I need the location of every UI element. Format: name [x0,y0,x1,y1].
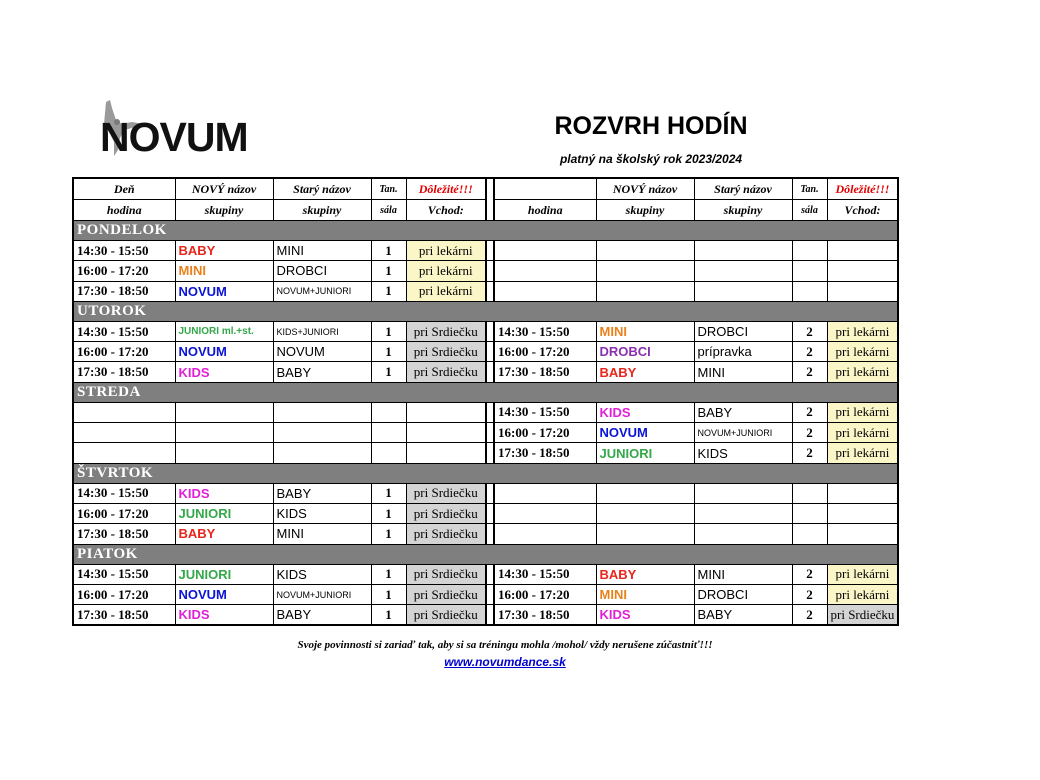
new-group-name: KIDS [175,362,273,382]
hall-number: 2 [792,342,827,362]
header-hall: sála [371,200,406,221]
empty-cell [596,483,694,503]
empty-cell [73,443,175,463]
old-group-name: KIDS [273,503,371,523]
schedule-row [73,362,898,382]
hall-number: 2 [792,423,827,443]
page-subtitle: platný na školský rok 2023/2024 [559,152,743,166]
old-group-name: BABY [273,483,371,503]
header-hour: hodina [73,200,175,221]
entrance-cell: pri lekárni [406,241,486,261]
page-title: ROZVRH HODÍN [554,112,748,140]
schedule-row [73,584,898,604]
new-group-name: KIDS [175,483,273,503]
old-group-name: BABY [273,362,371,382]
hall-number: 1 [371,241,406,261]
old-group-name: NOVUM+JUNIORI [273,281,371,301]
entrance-cell: pri lekárni [406,261,486,281]
schedule-row [73,503,898,523]
header-entrance: Vchod: [406,200,486,221]
hall-number: 1 [371,605,406,626]
empty-cell [827,524,898,544]
hall-number: 1 [371,524,406,544]
day-name: UTOROK [73,301,898,321]
empty-cell [273,443,371,463]
schedule-row [73,564,898,584]
new-group-name: KIDS [596,605,694,626]
hall-number: 1 [371,564,406,584]
schedule-row [73,483,898,503]
footer-note: Svoje povinnosti si zariaď tak, aby si sa tréningu mohla /mohol/ vždy nerušene zúčastniť!!! [297,639,713,651]
schedule-row [73,524,898,544]
schedule-row [73,241,898,261]
new-group-name: MINI [596,321,694,341]
hall-number: 1 [371,261,406,281]
column-gap [486,281,494,301]
schedule-row [73,342,898,362]
schedule-row [73,261,898,281]
empty-cell [792,503,827,523]
empty-cell [694,483,792,503]
new-group-name: JUNIORI [596,443,694,463]
new-group-name: KIDS [175,605,273,626]
old-group-name: BABY [694,605,792,626]
old-group-name: DROBCI [273,261,371,281]
column-gap [486,241,494,261]
entrance-cell: pri lekárni [827,362,898,382]
empty-cell [73,423,175,443]
empty-cell [827,503,898,523]
header-new-name: NOVÝ názov [175,178,273,200]
new-group-name: BABY [175,524,273,544]
time-cell: 17:30 - 18:50 [73,362,175,382]
new-group-name: NOVUM [175,281,273,301]
empty-cell [273,402,371,422]
time-cell: 17:30 - 18:50 [494,362,596,382]
old-group-name: MINI [273,241,371,261]
empty-cell [694,241,792,261]
time-cell: 14:30 - 15:50 [494,564,596,584]
empty-cell [494,241,596,261]
hall-number: 1 [371,321,406,341]
new-group-name: NOVUM [596,423,694,443]
day-name: ŠTVRTOK [73,463,898,483]
header-tan: Tan. [371,178,406,200]
new-group-name: BABY [596,564,694,584]
hall-number: 1 [371,483,406,503]
schedule-row [73,443,898,463]
entrance-cell: pri Srdiečku [406,503,486,523]
column-gap [486,443,494,463]
header-old-name-right: Starý názov [694,178,792,200]
entrance-cell: pri lekárni [827,402,898,422]
header-entrance-right: Vchod: [827,200,898,221]
header-important-right: Dôležité!!! [827,178,898,200]
old-group-name: prípravka [694,342,792,362]
empty-cell [792,241,827,261]
empty-cell [694,281,792,301]
old-group-name: MINI [694,564,792,584]
entrance-cell: pri lekárni [827,321,898,341]
old-group-name: KIDS [273,564,371,584]
column-gap [486,342,494,362]
time-cell: 16:00 - 17:20 [494,342,596,362]
empty-cell [73,402,175,422]
entrance-cell: pri Srdiečku [406,362,486,382]
hall-number: 1 [371,362,406,382]
column-gap [486,483,494,503]
header-groups: skupiny [175,200,273,221]
header-day-right [494,178,596,200]
hall-number: 2 [792,362,827,382]
new-group-name: KIDS [596,402,694,422]
time-cell: 17:30 - 18:50 [73,605,175,626]
hall-number: 1 [371,503,406,523]
header-groups-old-right: skupiny [694,200,792,221]
empty-cell [406,423,486,443]
new-group-name: MINI [596,584,694,604]
schedule-row [73,423,898,443]
old-group-name: KIDS+JUNIORI [273,321,371,341]
header-row-2 [73,200,898,221]
new-group-name: DROBCI [596,342,694,362]
hall-number: 2 [792,402,827,422]
empty-cell [596,261,694,281]
entrance-cell: pri Srdiečku [827,605,898,626]
empty-cell [494,261,596,281]
old-group-name: NOVUM+JUNIORI [273,584,371,604]
day-name: STREDA [73,382,898,402]
time-cell: 17:30 - 18:50 [494,605,596,626]
old-group-name: BABY [273,605,371,626]
empty-cell [596,281,694,301]
time-cell: 17:30 - 18:50 [494,443,596,463]
empty-cell [596,503,694,523]
hall-number: 2 [792,321,827,341]
time-cell: 14:30 - 15:50 [73,321,175,341]
schedule-row [73,281,898,301]
old-group-name: NOVUM+JUNIORI [694,423,792,443]
hall-number: 2 [792,564,827,584]
empty-cell [406,443,486,463]
empty-cell [827,483,898,503]
old-group-name: MINI [273,524,371,544]
time-cell: 14:30 - 15:50 [494,402,596,422]
logo-text: NOVUM [100,114,248,160]
schedule-row [73,402,898,422]
entrance-cell: pri Srdiečku [406,584,486,604]
column-gap [486,503,494,523]
header-tan-right: Tan. [792,178,827,200]
column-gap [486,564,494,584]
empty-cell [694,524,792,544]
entrance-cell: pri Srdiečku [406,483,486,503]
header-row-1 [73,178,898,200]
column-gap [486,178,494,221]
time-cell: 16:00 - 17:20 [73,261,175,281]
empty-cell [273,423,371,443]
new-group-name: NOVUM [175,584,273,604]
empty-cell [792,261,827,281]
column-gap [486,584,494,604]
empty-cell [792,483,827,503]
time-cell: 14:30 - 15:50 [73,483,175,503]
old-group-name: NOVUM [273,342,371,362]
day-row [73,301,898,321]
empty-cell [827,261,898,281]
time-cell: 17:30 - 18:50 [73,524,175,544]
entrance-cell: pri lekárni [827,342,898,362]
empty-cell [175,423,273,443]
new-group-name: MINI [175,261,273,281]
hall-number: 2 [792,605,827,626]
hall-number: 1 [371,584,406,604]
old-group-name: DROBCI [694,321,792,341]
empty-cell [371,402,406,422]
day-row [73,221,898,241]
header-hour-right: hodina [494,200,596,221]
empty-cell [694,503,792,523]
empty-cell [792,524,827,544]
column-gap [486,524,494,544]
entrance-cell: pri Srdiečku [406,605,486,626]
header-groups-old: skupiny [273,200,371,221]
time-cell: 14:30 - 15:50 [73,564,175,584]
header-important: Dôležité!!! [406,178,486,200]
column-gap [486,605,494,626]
column-gap [486,321,494,341]
empty-cell [371,443,406,463]
time-cell: 16:00 - 17:20 [494,584,596,604]
empty-cell [694,261,792,281]
empty-cell [371,423,406,443]
entrance-cell: pri Srdiečku [406,342,486,362]
old-group-name: BABY [694,402,792,422]
new-group-name: NOVUM [175,342,273,362]
entrance-cell: pri Srdiečku [406,524,486,544]
website-link[interactable]: www.novumdance.sk [444,655,566,669]
empty-cell [827,241,898,261]
schedule-table [72,177,899,626]
schedule-row [73,321,898,341]
day-row [73,382,898,402]
old-group-name: MINI [694,362,792,382]
day-name: PONDELOK [73,221,898,241]
day-row [73,463,898,483]
entrance-cell: pri lekárni [827,584,898,604]
time-cell: 14:30 - 15:50 [494,321,596,341]
entrance-cell: pri Srdiečku [406,321,486,341]
header-day: Deň [73,178,175,200]
empty-cell [494,524,596,544]
header-hall-right: sála [792,200,827,221]
entrance-cell: pri lekárni [827,564,898,584]
old-group-name: KIDS [694,443,792,463]
header-new-name-right: NOVÝ názov [596,178,694,200]
new-group-name: JUNIORI [175,503,273,523]
time-cell: 16:00 - 17:20 [73,584,175,604]
time-cell: 16:00 - 17:20 [494,423,596,443]
time-cell: 14:30 - 15:50 [73,241,175,261]
empty-cell [792,281,827,301]
time-cell: 16:00 - 17:20 [73,503,175,523]
empty-cell [494,281,596,301]
empty-cell [827,281,898,301]
hall-number: 1 [371,281,406,301]
hall-number: 2 [792,443,827,463]
day-row [73,544,898,564]
empty-cell [406,402,486,422]
column-gap [486,423,494,443]
new-group-name: BABY [175,241,273,261]
schedule-row [73,605,898,626]
new-group-name: BABY [596,362,694,382]
header-groups-right: skupiny [596,200,694,221]
empty-cell [494,503,596,523]
empty-cell [175,443,273,463]
hall-number: 2 [792,584,827,604]
header-old-name: Starý názov [273,178,371,200]
time-cell: 16:00 - 17:20 [73,342,175,362]
hall-number: 1 [371,342,406,362]
new-group-name: JUNIORI ml.+st. [175,321,273,341]
time-cell: 17:30 - 18:50 [73,281,175,301]
new-group-name: JUNIORI [175,564,273,584]
column-gap [486,362,494,382]
empty-cell [494,483,596,503]
old-group-name: DROBCI [694,584,792,604]
empty-cell [175,402,273,422]
entrance-cell: pri lekárni [827,443,898,463]
empty-cell [596,524,694,544]
column-gap [486,402,494,422]
entrance-cell: pri Srdiečku [406,564,486,584]
column-gap [486,261,494,281]
entrance-cell: pri lekárni [827,423,898,443]
entrance-cell: pri lekárni [406,281,486,301]
empty-cell [596,241,694,261]
day-name: PIATOK [73,544,898,564]
